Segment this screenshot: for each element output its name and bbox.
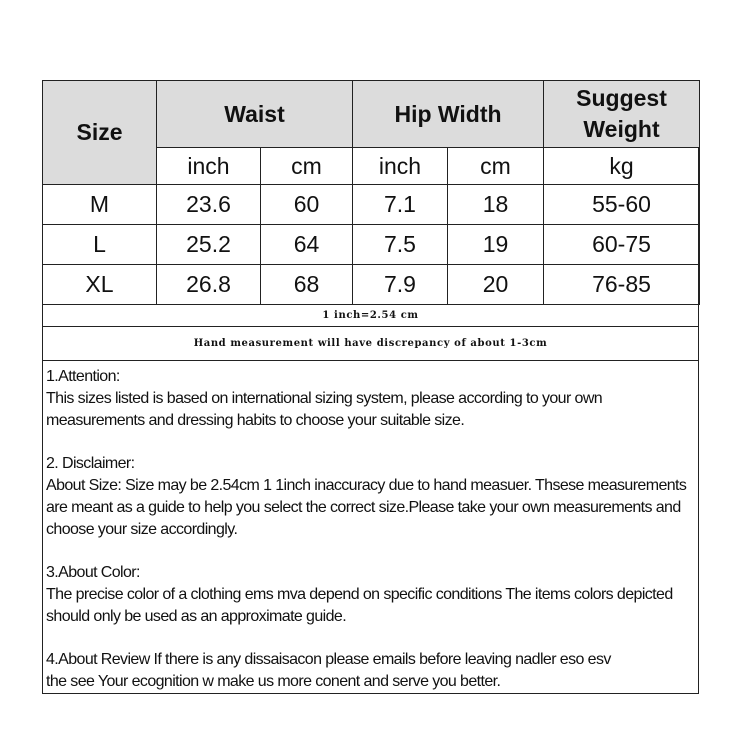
waist-inch-cell: 25.2 [157, 225, 261, 265]
section-body: the see Your ecognition w make us more conent and serve you better. [46, 673, 501, 690]
notice-text [46, 366, 696, 714]
section-body: About Size: Size may be 2.54cm 1 1inch inaccuracy due to hand measuer. Thsese measurements are meant as a guide to help you select the correct size.Please take your own measurements and choose your size accordingly. [46, 477, 687, 538]
waist-cm-cell: 68 [261, 265, 353, 305]
table-row [43, 185, 700, 225]
unit-cell: inch [353, 148, 448, 185]
hip-cm-cell: 19 [448, 225, 544, 265]
unit-cell: cm [448, 148, 544, 185]
table-header-row [43, 81, 700, 148]
waist-cm-cell: 64 [261, 225, 353, 265]
section-body: This sizes listed is based on international sizing system, please according to your own measurements and dressing habits to choose your suitable size. [46, 390, 603, 429]
size-table [42, 80, 700, 305]
waist-header: Waist [157, 81, 353, 148]
hip-width-header: Hip Width [353, 81, 544, 148]
size-header: Size [43, 81, 157, 185]
section-title: 1.Attention: [46, 368, 120, 385]
section-title: 3.About Color: [46, 564, 140, 581]
waist-inch-cell: 26.8 [157, 265, 261, 305]
hip-cm-cell: 20 [448, 265, 544, 305]
hip-cm-cell: 18 [448, 185, 544, 225]
measurement-note: Hand measurement will have discrepancy of about 1-3cm [42, 327, 699, 361]
review-section [46, 649, 696, 693]
table-row [43, 265, 700, 305]
color-section [46, 562, 696, 628]
hip-inch-cell: 7.1 [353, 185, 448, 225]
weight-cell: 60-75 [544, 225, 700, 265]
weight-cell: 76-85 [544, 265, 700, 305]
waist-cm-cell: 60 [261, 185, 353, 225]
unit-cell: inch [157, 148, 261, 185]
section-body: The precise color of a clothing ems mva depend on specific conditions The items colors depicted should only be used as an approximate guide. [46, 586, 673, 625]
attention-section [46, 366, 696, 432]
size-cell: XL [43, 265, 157, 305]
disclaimer-section [46, 453, 696, 541]
section-title: 2. Disclaimer: [46, 455, 135, 472]
hip-inch-cell: 7.9 [353, 265, 448, 305]
waist-inch-cell: 23.6 [157, 185, 261, 225]
unit-cell: kg [544, 148, 700, 185]
table-row [43, 225, 700, 265]
suggest-weight-header: Suggest Weight [544, 81, 700, 148]
size-cell: M [43, 185, 157, 225]
hip-inch-cell: 7.5 [353, 225, 448, 265]
weight-cell: 55-60 [544, 185, 700, 225]
unit-cell: cm [261, 148, 353, 185]
conversion-note: 1 inch=2.54 cm [42, 305, 699, 327]
section-title: 4.About Review If there is any dissaisacon please emails before leaving nadler eso esv [46, 651, 611, 668]
size-cell: L [43, 225, 157, 265]
